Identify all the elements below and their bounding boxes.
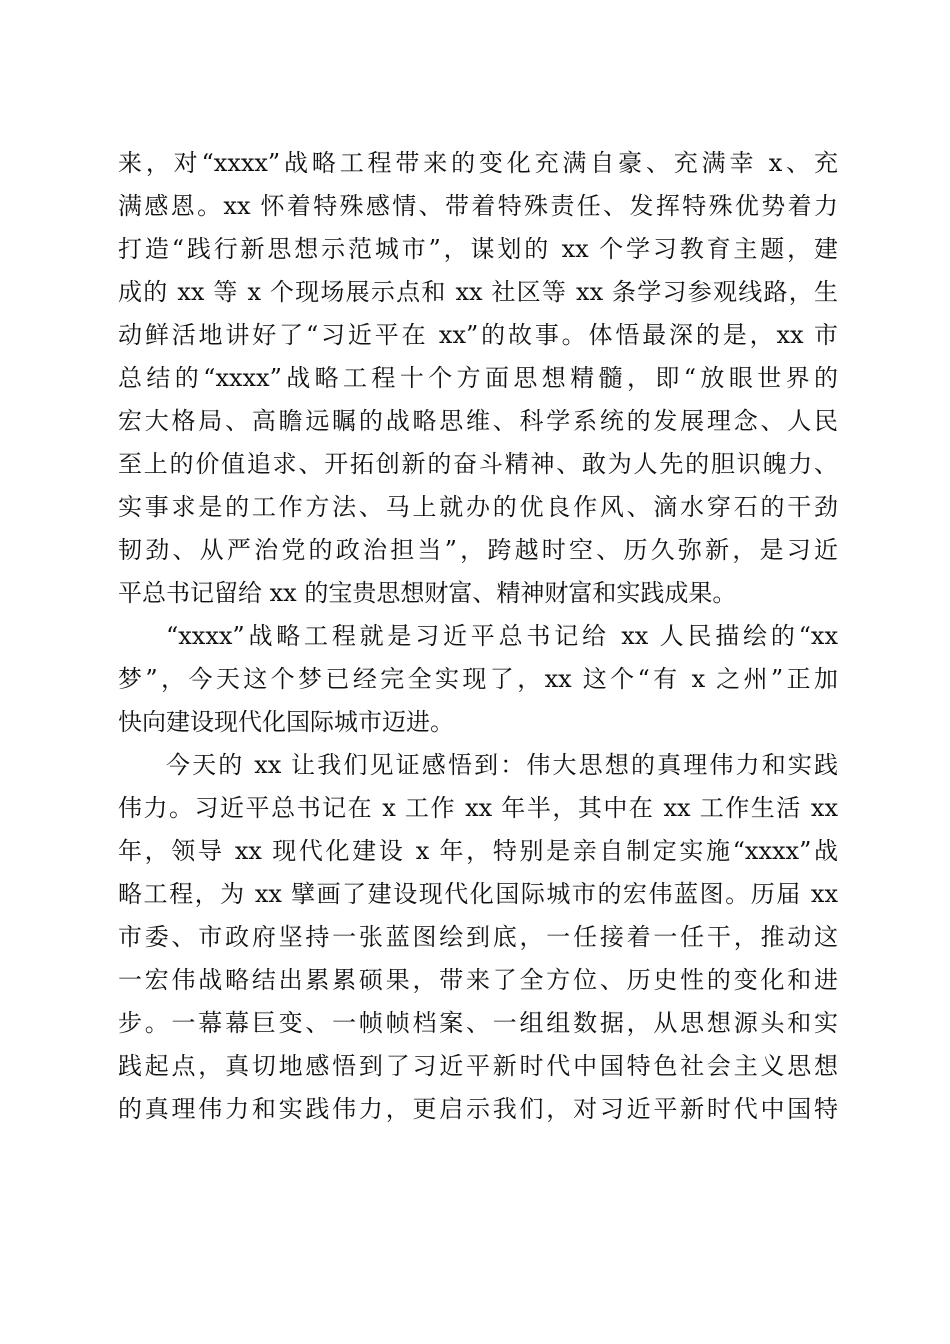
- text-line: 韧劲、从严治党的政治担当”，跨越时空、历久弥新，是习近: [118, 536, 838, 564]
- text-line: 步。一幕幕巨变、一帧帧档案、一组组数据，从思想源头和实: [118, 1009, 838, 1037]
- text-line: 实事求是的工作方法、马上就办的优良作风、滴水穿石的干劲: [118, 493, 838, 521]
- text-line: 动鲜活地讲好了“习近平在 xx”的故事。体悟最深的是，xx 市: [118, 321, 838, 349]
- text-line: 今天的 xx 让我们见证感悟到：伟大思想的真理伟力和实践: [166, 751, 838, 779]
- text-line: 平总书记留给 xx 的宝贵思想财富、精神财富和实践成果。: [118, 579, 737, 607]
- text-line: 总结的“xxxx”战略工程十个方面思想精髓，即“放眼世界的: [118, 364, 838, 392]
- text-line: 践起点，真切地感悟到了习近平新时代中国特色社会主义思想: [118, 1052, 838, 1080]
- text-line: 梦”，今天这个梦已经完全实现了，xx 这个“有 x 之州”正加: [118, 665, 838, 693]
- text-line: 宏大格局、高瞻远瞩的战略思维、科学系统的发展理念、人民: [118, 407, 838, 435]
- text-line: 年，领导 xx 现代化建设 x 年，特别是亲自制定实施“xxxx”战: [118, 837, 838, 865]
- text-line: 满感恩。xx 怀着特殊感情、带着特殊责任、发挥特殊优势着力: [118, 192, 838, 220]
- text-line: 来，对“xxxx”战略工程带来的变化充满自豪、充满幸 x、充: [118, 149, 838, 177]
- text-line: 的真理伟力和实践伟力，更启示我们，对习近平新时代中国特: [118, 1095, 838, 1123]
- text-line: 成的 xx 等 x 个现场展示点和 xx 社区等 xx 条学习参观线路，生: [118, 278, 838, 306]
- text-line: “xxxx”战略工程就是习近平总书记给 xx 人民描绘的“xx: [166, 622, 838, 650]
- text-line: 打造“践行新思想示范城市”，谋划的 xx 个学习教育主题，建: [118, 235, 838, 263]
- text-line: 快向建设现代化国际城市迈进。: [118, 708, 454, 736]
- text-line: 一宏伟战略结出累累硕果，带来了全方位、历史性的变化和进: [118, 966, 838, 994]
- document-body: [118, 142, 838, 1131]
- text-line: 至上的价值追求、开拓创新的奋斗精神、敢为人先的胆识魄力、: [118, 450, 838, 478]
- text-line: 伟力。习近平总书记在 x 工作 xx 年半，其中在 xx 工作生活 xx: [118, 794, 838, 822]
- text-line: 略工程，为 xx 擘画了建设现代化国际城市的宏伟蓝图。历届 xx: [118, 880, 838, 908]
- text-line: 市委、市政府坚持一张蓝图绘到底，一任接着一任干，推动这: [118, 923, 838, 951]
